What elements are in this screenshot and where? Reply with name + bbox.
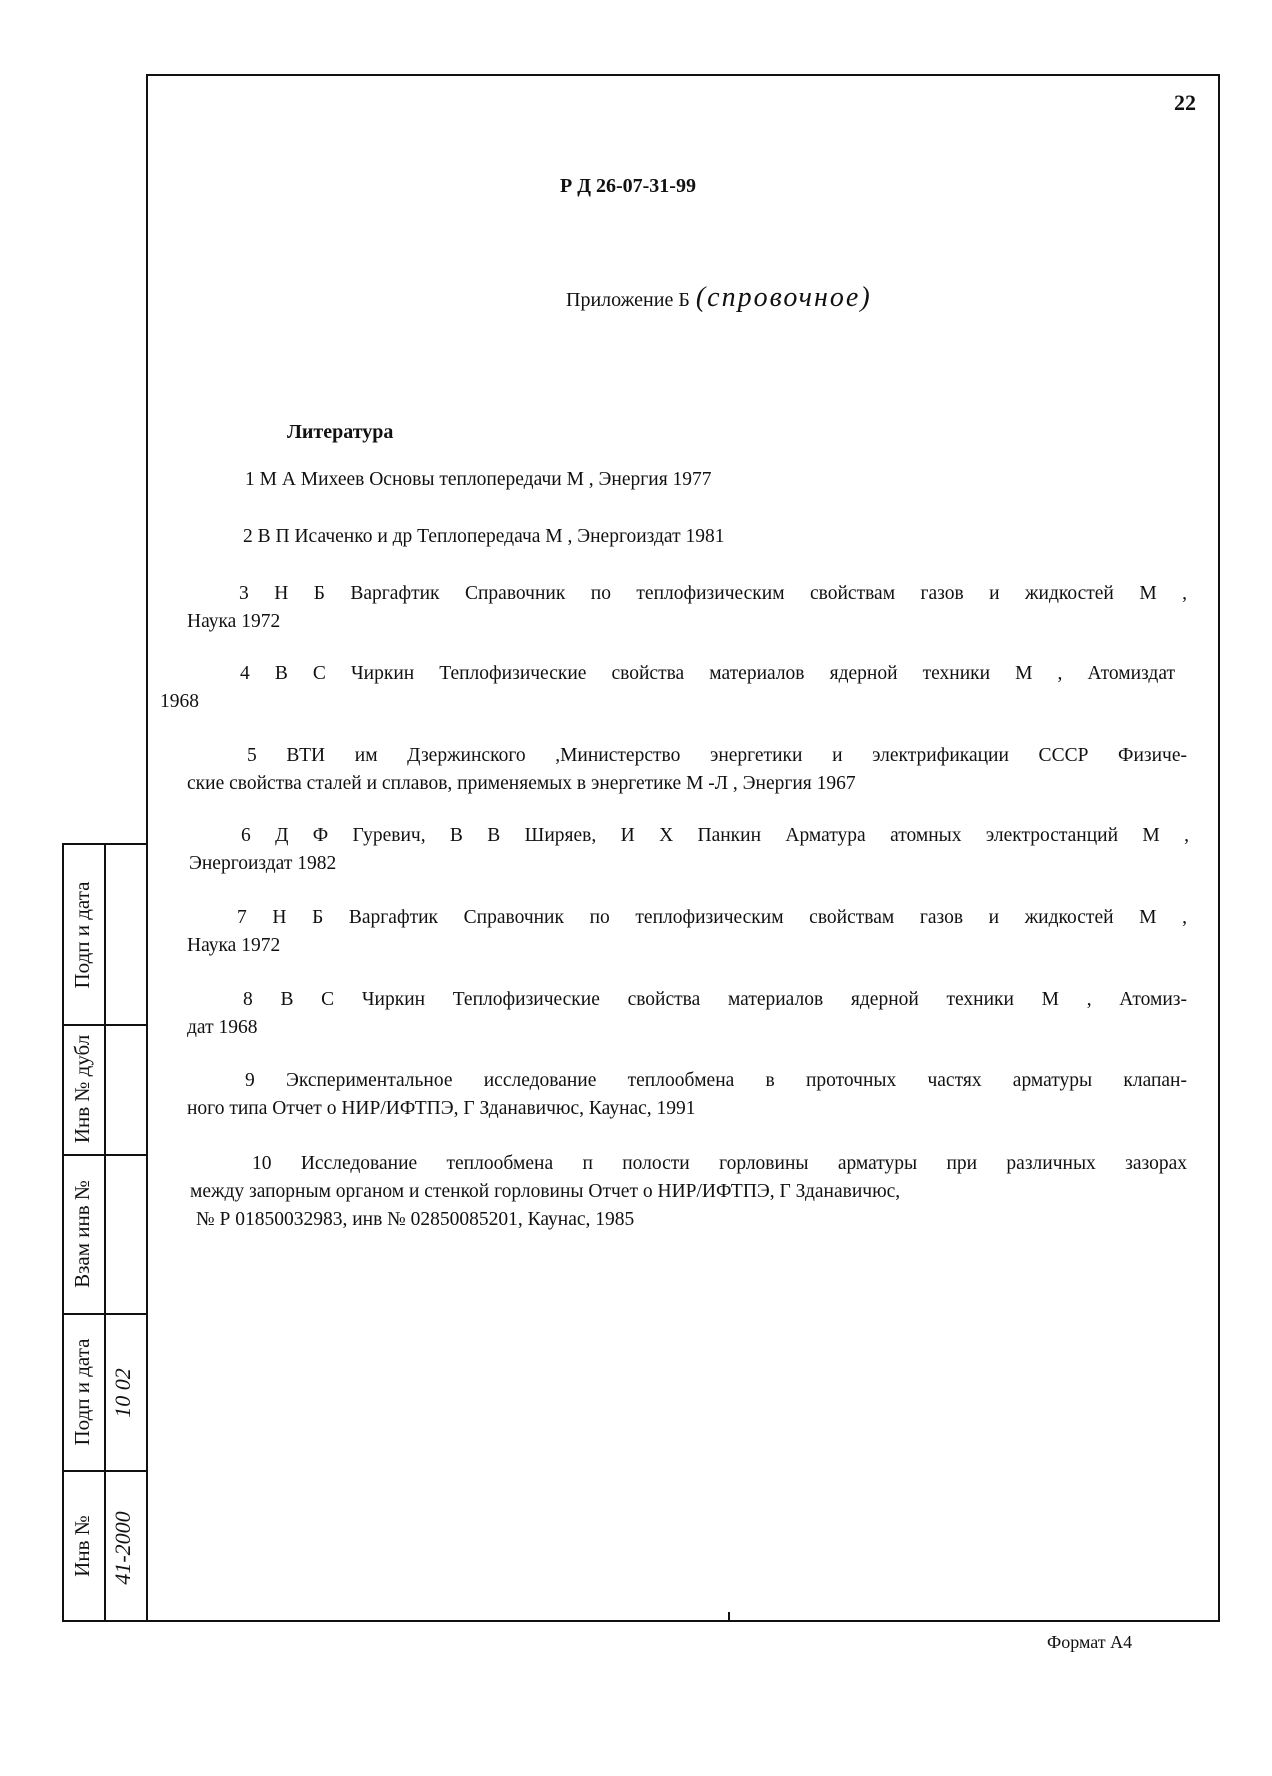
reference-10	[190, 1150, 1187, 1234]
literature-title: Литература	[287, 421, 394, 443]
reference-7	[187, 904, 1187, 960]
reference-3	[187, 580, 1187, 636]
reference-line: 7 Н Б Варгафтик Справочник по теплофизическим свойствам газов и жидкостей М ,	[237, 907, 1187, 928]
margin-label-sign-date-2: Подп и дата	[70, 1338, 94, 1446]
reference-line: Энергоиздат 1982	[189, 853, 337, 874]
margin-separator	[62, 1470, 148, 1472]
reference-line: 6 Д Ф Гуревич, В В Ширяев, И Х Панкин Арматура атомных электростанций М ,	[241, 825, 1189, 846]
reference-line: 5 ВТИ им Дзержинского ,Министерство энергетики и электрификации СССР Физиче-	[247, 745, 1187, 766]
margin-label-dup-inv: Инв № дубл	[70, 1034, 94, 1144]
reference-line: 8 В С Чиркин Теплофизические свойства материалов ядерной техники М , Атомиз-	[243, 989, 1187, 1010]
reference-line: 9 Экспериментальное исследование теплообмена в проточных частях арматуры клапан-	[245, 1070, 1187, 1091]
margin-handwritten-date: 10 02	[110, 1368, 135, 1418]
frame-tick-mark	[728, 1612, 730, 1620]
margin-label-inv-number: Инв №	[70, 1515, 94, 1577]
reference-1	[245, 466, 712, 494]
reference-4	[160, 660, 1175, 716]
margin-handwritten-inv-number: 41-2000	[110, 1511, 135, 1585]
reference-line: 1 М А Михеев Основы теплопередачи М , Энергия 1977	[245, 469, 712, 490]
reference-line: дат 1968	[187, 1017, 258, 1038]
margin-separator	[62, 1313, 148, 1315]
margin-label-sign-date: Подп и дата	[70, 881, 94, 989]
reference-line: 2 В П Исаченко и др Теплопередача М , Энергоиздат 1981	[243, 526, 725, 547]
appendix-heading	[566, 282, 872, 314]
margin-label-replace-inv: Взам инв №	[70, 1180, 94, 1288]
reference-line: ного типа Отчет о НИР/ИФТПЭ, Г Зданавичюс, Каунас, 1991	[187, 1098, 696, 1119]
reference-line: между запорным органом и стенкой горловины Отчет о НИР/ИФТПЭ, Г Зданавичюс,	[190, 1181, 901, 1202]
reference-line: Наука 1972	[187, 611, 281, 632]
reference-line: 3 Н Б Варгафтик Справочник по теплофизическим свойствам газов и жидкостей М ,	[239, 583, 1187, 604]
appendix-label: Приложение Б	[566, 289, 690, 311]
margin-stamp-divider	[104, 843, 106, 1622]
reference-6	[189, 822, 1189, 878]
format-label: Формат А4	[1047, 1632, 1133, 1652]
reference-line: 4 В С Чиркин Теплофизические свойства материалов ядерной техники М , Атомиздат	[240, 663, 1175, 684]
reference-5	[187, 742, 1187, 798]
reference-line: № Р 01850032983, инв № 02850085201, Каунас, 1985	[196, 1209, 635, 1230]
reference-9	[187, 1067, 1187, 1123]
reference-line: 1968	[160, 691, 199, 712]
reference-8	[187, 986, 1187, 1042]
reference-line: 10 Исследование теплообмена п полости горловины арматуры при различных зазорах	[252, 1153, 1187, 1174]
appendix-handwritten-note: (спровочное)	[695, 282, 872, 313]
reference-2	[243, 523, 724, 551]
reference-line: ские свойства сталей и сплавов, применяемых в энергетике М -Л , Энергия 1967	[187, 773, 856, 794]
page-number: 22	[1174, 90, 1196, 115]
reference-line: Наука 1972	[187, 935, 281, 956]
document-code: Р Д 26-07-31-99	[560, 175, 696, 197]
